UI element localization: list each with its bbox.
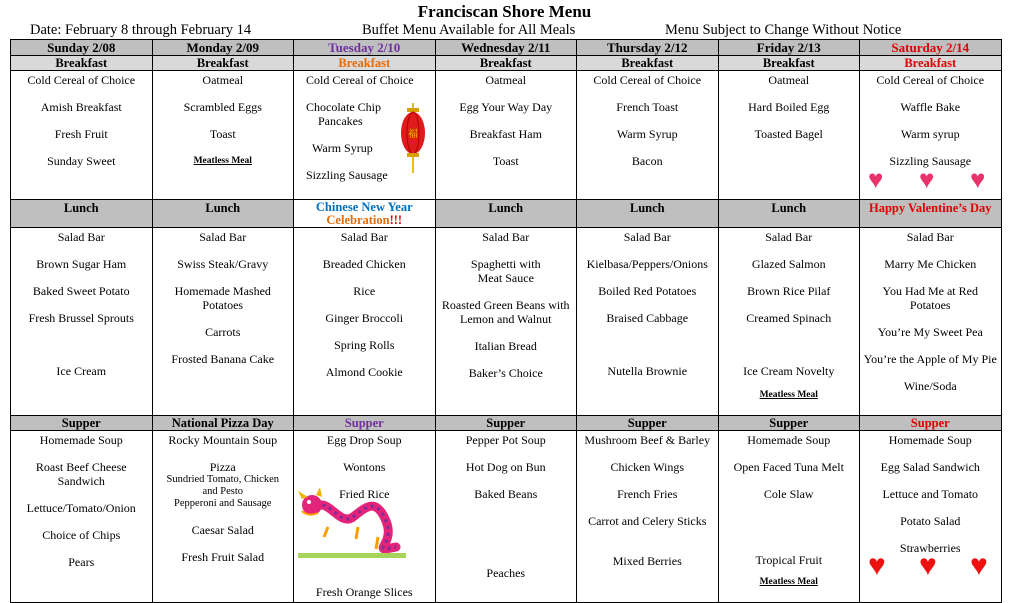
- breakfast-saturday: [860, 71, 1002, 200]
- breakfast-sunday: [11, 71, 153, 200]
- menu-item: Potato Salad: [900, 514, 961, 528]
- menu-item: Egg Salad Sandwich: [880, 460, 980, 474]
- menu-item: Sizzling Sausage: [889, 154, 972, 168]
- lunch-header: Lunch: [152, 200, 294, 228]
- supper-wednesday: [435, 431, 577, 603]
- menu-item: and Pesto: [202, 486, 244, 497]
- menu-item: Lettuce/Tomato/Onion: [26, 501, 136, 515]
- menu-item: Spring Rolls: [334, 338, 395, 352]
- meatless-meal-label: Meatless Meal: [193, 156, 252, 166]
- supper-header: Supper: [718, 416, 860, 431]
- menu-item: Carrots: [205, 325, 241, 339]
- menu-item: Rocky Mountain Soup: [168, 433, 278, 447]
- lunch-header: Lunch: [577, 200, 719, 228]
- heart-icon: ♥: [868, 165, 884, 194]
- lunch-header: Lunch: [11, 200, 153, 228]
- menu-item: Salad Bar: [482, 230, 530, 244]
- menu-item: Mixed Berries: [612, 554, 682, 568]
- menu-item: Choice of Chips: [42, 528, 121, 542]
- lunch-header: Lunch: [718, 200, 860, 228]
- menu-item: Wine/Soda: [903, 379, 957, 393]
- menu-item: Ginger Broccoli: [325, 311, 404, 325]
- menu-item: Pepper Pot Soup: [465, 433, 546, 447]
- breakfast-tuesday: [294, 71, 436, 200]
- heart-icon: ♥: [919, 165, 935, 194]
- supper-thursday: [577, 431, 719, 603]
- menu-item: Sunday Sweet: [47, 154, 116, 168]
- menu-item: Almond Cookie: [325, 365, 403, 379]
- change-notice: Menu Subject to Change Without Notice: [665, 22, 902, 38]
- menu-item: Baked Beans: [474, 487, 538, 501]
- menu-item: Chocolate Chip: [306, 100, 381, 114]
- supper-row: [11, 431, 1002, 603]
- menu-item: Salad Bar: [57, 230, 105, 244]
- menu-item: Homemade Soup: [888, 433, 972, 447]
- menu-item: You’re the Apple of My Pie: [863, 352, 997, 366]
- menu-item: Oatmeal: [485, 73, 527, 87]
- breakfast-header: Breakfast: [577, 56, 719, 71]
- day-friday: Friday 2/13: [718, 40, 860, 56]
- day-saturday: Saturday 2/14: [860, 40, 1002, 56]
- breakfast-friday: [718, 71, 860, 200]
- supper-friday: [718, 431, 860, 603]
- chinese-lantern-icon: [400, 103, 426, 175]
- menu-item: Egg Drop Soup: [326, 433, 402, 447]
- menu-item: French Toast: [616, 100, 679, 114]
- heart-icon: ♥: [919, 549, 937, 582]
- menu-item: Cold Cereal of Choice: [27, 73, 136, 87]
- menu-item: Pancakes: [318, 114, 363, 128]
- menu-item: Swiss Steak/Gravy: [177, 257, 269, 271]
- menu-item: Lettuce and Tomato: [882, 487, 979, 501]
- menu-item: Rice: [353, 284, 376, 298]
- menu-item: Fresh Orange Slices: [315, 585, 413, 599]
- breakfast-header-row: [11, 56, 1002, 71]
- menu-item: Breaded Chicken: [322, 257, 406, 271]
- menu-item: Toast: [209, 127, 236, 141]
- menu-item: Chicken Wings: [610, 460, 685, 474]
- menu-item: Fresh Fruit: [54, 127, 108, 141]
- weekly-menu-table: [10, 39, 1002, 603]
- menu-item: Meat Sauce: [477, 271, 534, 285]
- menu-item: Egg Your Way Day: [459, 100, 553, 114]
- day-monday: Monday 2/09: [152, 40, 294, 56]
- breakfast-header: Breakfast: [294, 56, 436, 71]
- celebration-exclaim: !!!: [389, 213, 403, 227]
- breakfast-header: Breakfast: [11, 56, 153, 71]
- menu-item: Scrambled Eggs: [183, 100, 262, 114]
- meatless-meal-label: Meatless Meal: [759, 577, 818, 587]
- breakfast-header: Breakfast: [718, 56, 860, 71]
- chinese-new-year-header: [294, 200, 436, 228]
- menu-item: Wontons: [343, 460, 386, 474]
- supper-header-row: [11, 416, 1002, 431]
- breakfast-header: Breakfast: [152, 56, 294, 71]
- menu-item: Waffle Bake: [900, 100, 961, 114]
- buffet-note: Buffet Menu Available for All Meals: [362, 22, 576, 38]
- breakfast-thursday: [577, 71, 719, 200]
- supper-header: Supper: [11, 416, 153, 431]
- lunch-tuesday: [294, 228, 436, 416]
- menu-item: Open Faced Tuna Melt: [733, 460, 844, 474]
- chinese-dragon-icon: [298, 487, 406, 559]
- menu-item: You Had Me at Red: [882, 284, 978, 298]
- menu-item: Cold Cereal of Choice: [593, 73, 702, 87]
- menu-item: Oatmeal: [768, 73, 810, 87]
- menu-item: Salad Bar: [340, 230, 388, 244]
- menu-item: Potatoes: [909, 298, 951, 312]
- breakfast-row: [11, 71, 1002, 200]
- lunch-wednesday: [435, 228, 577, 416]
- menu-item: Lemon and Walnut: [460, 312, 552, 326]
- menu-item: Baker’s Choice: [468, 366, 543, 380]
- lunch-header: Lunch: [435, 200, 577, 228]
- menu-item: Pizza: [209, 460, 236, 474]
- menu-item: Kielbasa/Peppers/Onions: [586, 257, 708, 271]
- menu-title: Franciscan Shore Menu: [417, 2, 592, 21]
- menu-item: Salad Bar: [765, 230, 813, 244]
- supper-monday: [152, 431, 294, 603]
- menu-item: Oatmeal: [202, 73, 244, 87]
- breakfast-wednesday: [435, 71, 577, 200]
- supper-sunday: [11, 431, 153, 603]
- menu-item: Toast: [492, 154, 519, 168]
- menu-item: French Fries: [617, 487, 678, 501]
- menu-item: Bacon: [631, 154, 663, 168]
- breakfast-header: Breakfast: [435, 56, 577, 71]
- pizza-day-header: National Pizza Day: [152, 416, 294, 431]
- menu-item: Warm Syrup: [616, 127, 678, 141]
- menu-item: Salad Bar: [199, 230, 247, 244]
- menu-item: Mushroom Beef & Barley: [584, 433, 711, 447]
- supper-header: Supper: [577, 416, 719, 431]
- menu-item: Boiled Red Potatoes: [598, 284, 697, 298]
- menu-item: Tropical Fruit: [755, 553, 823, 567]
- menu-item: Homemade Soup: [39, 433, 123, 447]
- supper-tuesday: [294, 431, 436, 603]
- breakfast-monday: [152, 71, 294, 200]
- menu-item: Warm Syrup: [312, 141, 373, 155]
- menu-item: Sandwich: [57, 474, 105, 488]
- menu-item: Amish Breakfast: [40, 100, 122, 114]
- menu-item: Ice Cream: [56, 364, 107, 378]
- menu-item: Ice Cream Novelty: [743, 364, 835, 378]
- menu-item: Peaches: [486, 566, 526, 580]
- menu-item: Frosted Banana Cake: [171, 352, 275, 366]
- menu-item: Salad Bar: [906, 230, 954, 244]
- lunch-thursday: [577, 228, 719, 416]
- menu-item: Strawberries: [899, 541, 961, 555]
- day-thursday: Thursday 2/12: [577, 40, 719, 56]
- day-tuesday: Tuesday 2/10: [294, 40, 436, 56]
- menu-item: Marry Me Chicken: [884, 257, 977, 271]
- menu-item: Creamed Spinach: [746, 311, 832, 325]
- chinese-new-year-label: Chinese New Year: [315, 200, 413, 214]
- menu-item: Toasted Bagel: [754, 127, 823, 141]
- menu-item: Potatoes: [202, 298, 244, 312]
- menu-item: Roasted Green Beans with: [441, 298, 570, 312]
- menu-item: Cold Cereal of Choice: [876, 73, 985, 87]
- heart-icon: ♥: [970, 165, 986, 194]
- menu-item: Homemade Mashed: [174, 284, 271, 298]
- svg-text:福: 福: [408, 129, 418, 140]
- menu-item: Warm syrup: [900, 127, 960, 141]
- day-header-row: [11, 40, 1002, 56]
- menu-item: Caesar Salad: [191, 523, 254, 537]
- heart-icon: ♥: [970, 549, 988, 582]
- menu-item: Nutella Brownie: [607, 364, 688, 378]
- menu-item: Fresh Brussel Sprouts: [28, 311, 134, 325]
- supper-saturday: [860, 431, 1002, 603]
- lunch-sunday: [11, 228, 153, 416]
- menu-item: Cold Cereal of Choice: [306, 73, 414, 87]
- menu-item: Baked Sweet Potato: [32, 284, 130, 298]
- supper-header: Supper: [294, 416, 436, 431]
- menu-item: Glazed Salmon: [751, 257, 826, 271]
- menu-item: You’re My Sweet Pea: [877, 325, 983, 339]
- menu-item: Salad Bar: [623, 230, 671, 244]
- menu-item: Breakfast Ham: [469, 127, 542, 141]
- heart-icon: ♥: [868, 549, 886, 582]
- lunch-header-row: [11, 200, 1002, 228]
- menu-item: Braised Cabbage: [606, 311, 689, 325]
- menu-item: Brown Sugar Ham: [36, 257, 127, 271]
- menu-item: Fried Rice: [339, 487, 390, 501]
- menu-item: Italian Bread: [474, 339, 537, 353]
- lunch-row: [11, 228, 1002, 416]
- lunch-friday: [718, 228, 860, 416]
- menu-item: Roast Beef Cheese: [35, 460, 127, 474]
- date-range: Date: February 8 through February 14: [30, 22, 252, 38]
- menu-item: Hot Dog on Bun: [465, 460, 546, 474]
- menu-item: Pears: [68, 555, 95, 569]
- menu-item: Carrot and Celery Sticks: [588, 514, 707, 528]
- day-wednesday: Wednesday 2/11: [435, 40, 577, 56]
- lunch-saturday: [860, 228, 1002, 416]
- lunch-monday: [152, 228, 294, 416]
- menu-item: Spaghetti with: [470, 257, 541, 271]
- menu-item: Homemade Soup: [747, 433, 831, 447]
- menu-item: Cole Slaw: [763, 487, 814, 501]
- menu-item: Sizzling Sausage: [306, 168, 388, 182]
- menu-item: Fresh Fruit Salad: [181, 550, 265, 564]
- menu-item: Brown Rice Pilaf: [747, 284, 831, 298]
- menu-item: Pepperoni and Sausage: [174, 498, 272, 509]
- meatless-meal-label: Meatless Meal: [759, 390, 818, 400]
- celebration-label: Celebration: [326, 213, 390, 227]
- valentines-header: Happy Valentine’s Day: [860, 200, 1002, 228]
- supper-header: Supper: [435, 416, 577, 431]
- day-sunday: Sunday 2/08: [11, 40, 153, 56]
- menu-item: Sundried Tomato, Chicken: [166, 474, 280, 485]
- menu-item: Hard Boiled Egg: [748, 100, 830, 114]
- breakfast-header: Breakfast: [860, 56, 1002, 71]
- supper-header: Supper: [860, 416, 1002, 431]
